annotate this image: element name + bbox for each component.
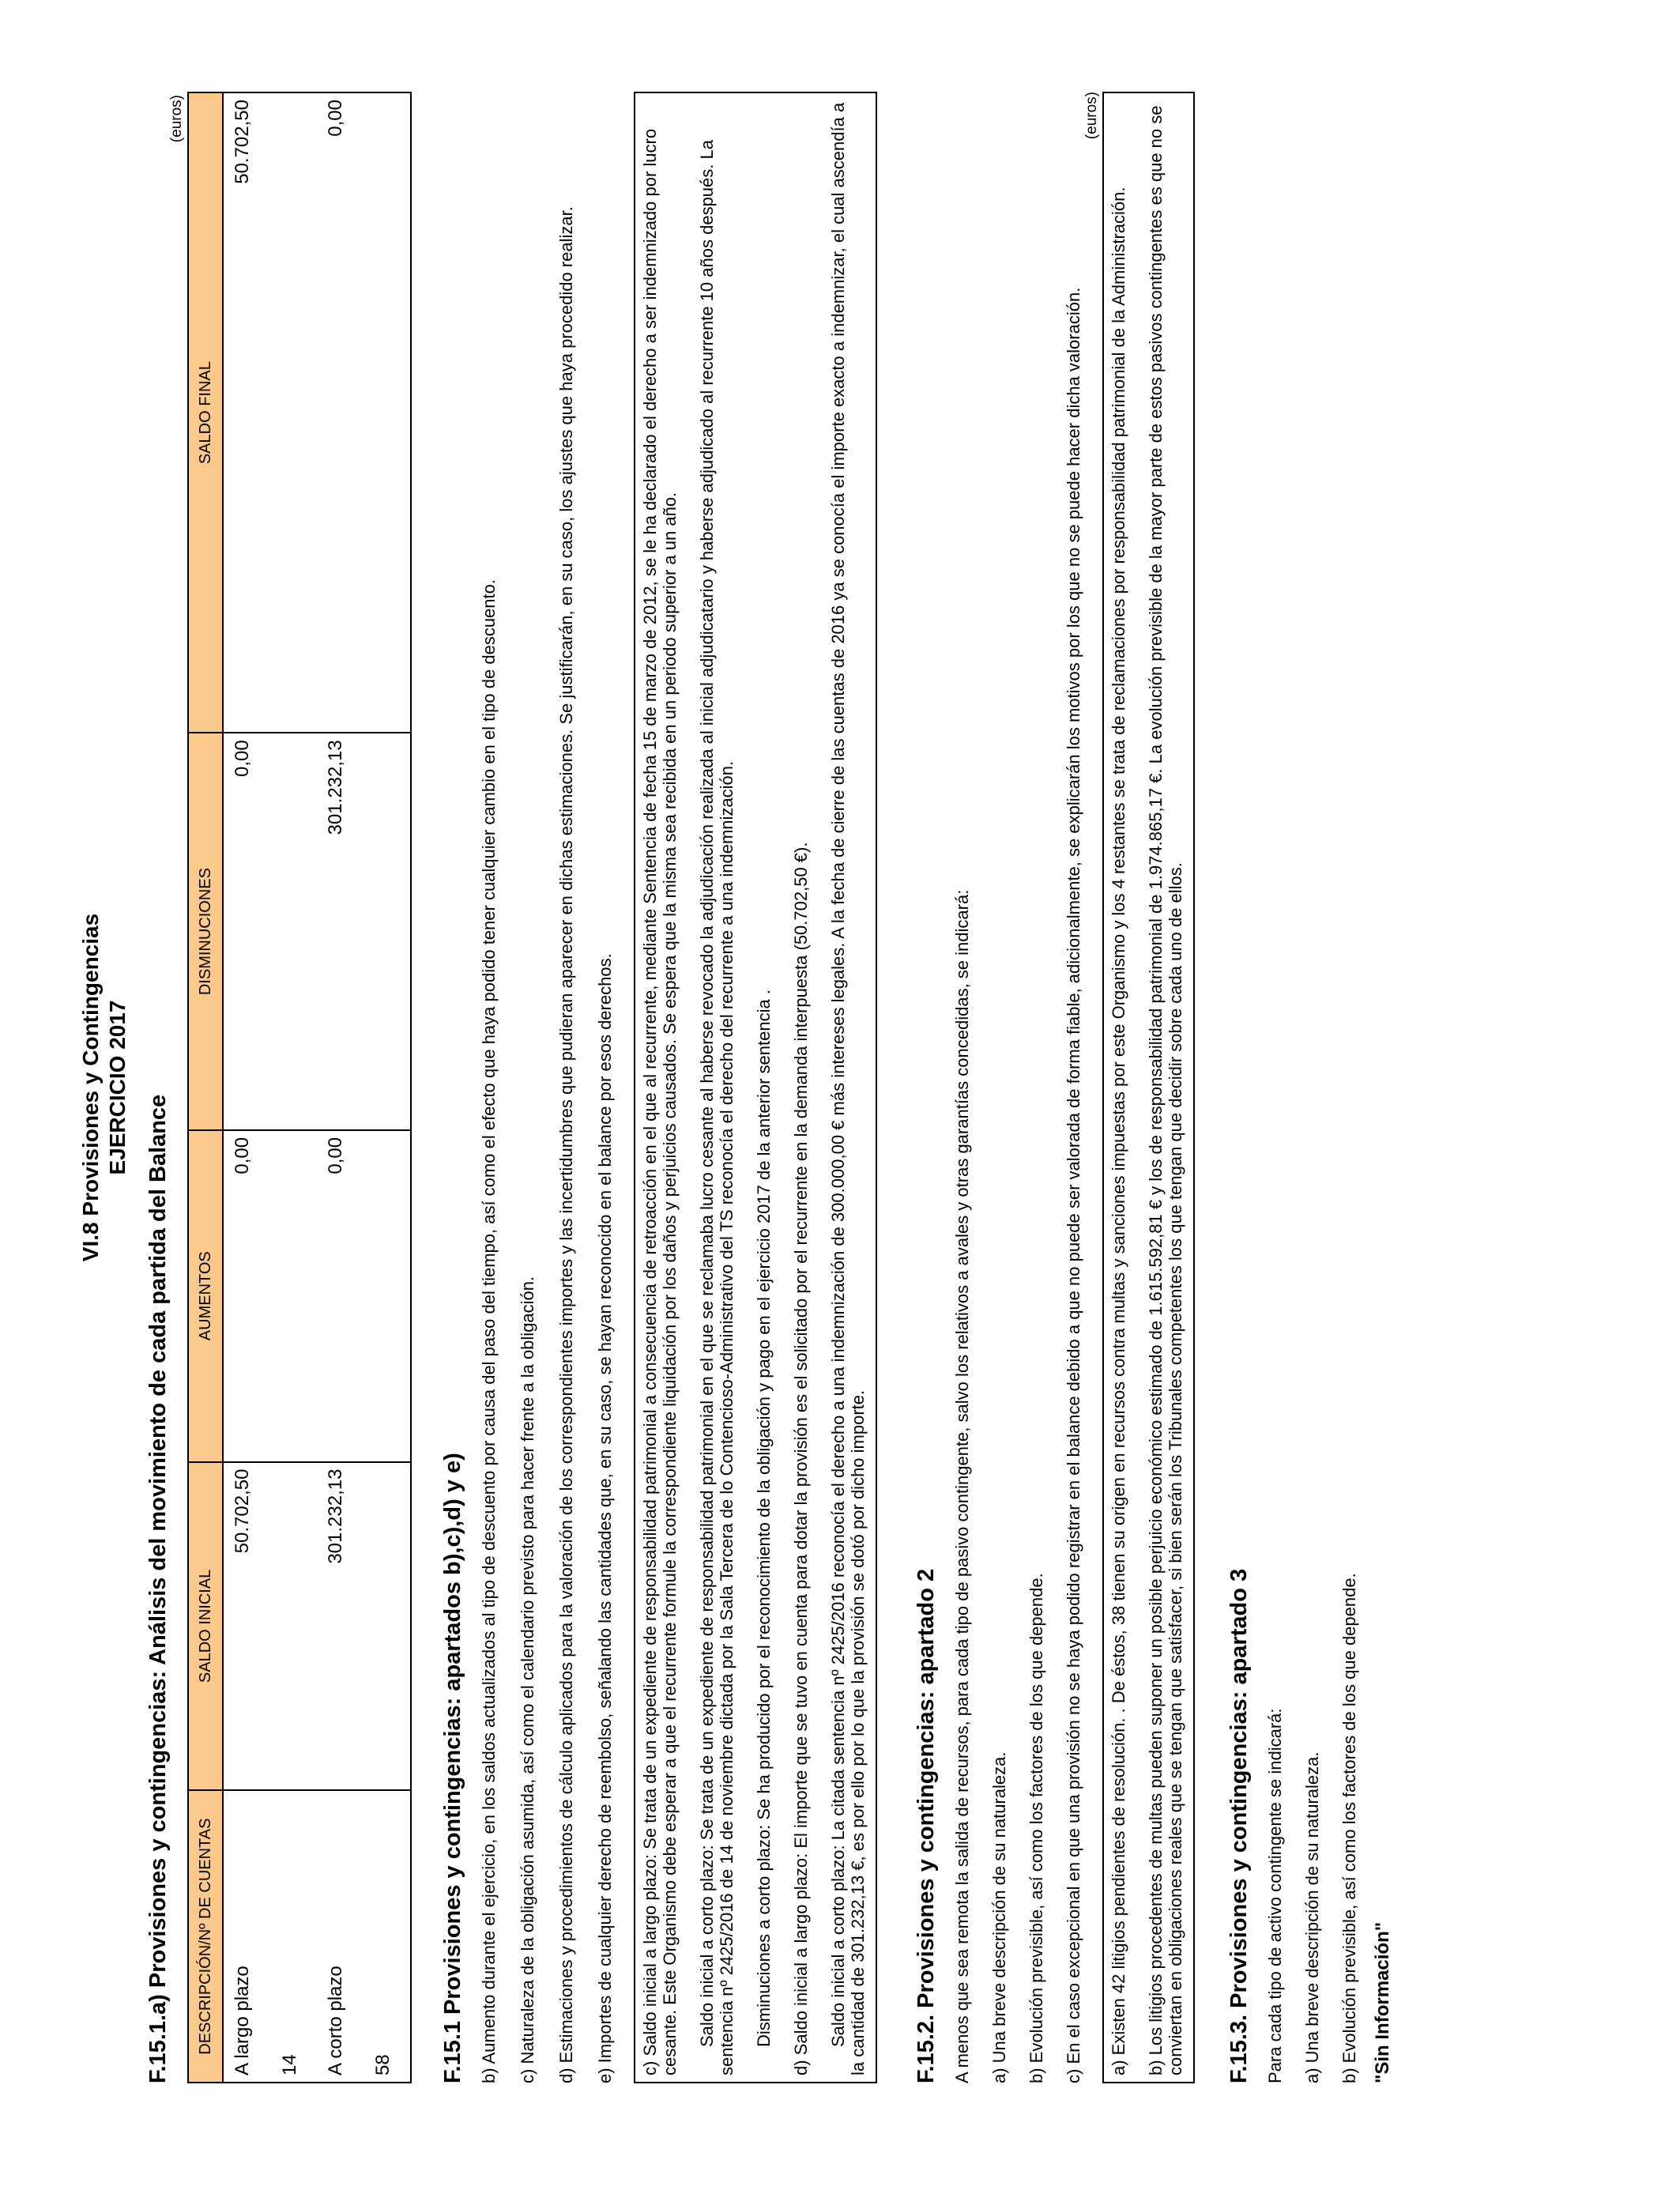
f151-response-box xyxy=(634,92,877,2083)
table-row xyxy=(317,92,366,2083)
f152-item-c: c) En el caso excepcional en que una provisión no se haya podido registrar en el balance debido a que no puede ser valorada de forma fiable, adicionalmente, se explicarán los motivos por los que no se puede hacer dicha valoración. xyxy=(1064,287,1083,2083)
item-d: d) Estimaciones y procedimientos de cálculo aplicados para la valoración de los correspondientes importes y las incertidumbres que pudieran aparecer en dichas estimaciones. Se justificarán, en su caso, los ajustes que haya procedido realizar. xyxy=(556,206,576,2083)
box-paragraph: b) Los litigios procedentes de multas pueden suponer un posible perjuicio económico estimado de 1.615.592,81 € y los de responsabilidad patrimonial de 1.974.865,17 €. La evolución previsible de la mayor parte de estos pasivos contingentes es que no se conviertan en obligaciones reales que se tengan que satisfacer, si bien serán los Tribunales competentes los que tengan que decidir sobre cada uno de ellos. xyxy=(1146,105,1185,2075)
box-paragraph: Saldo inicial a corto plazo: La citada sentencia nº 2425/2016 reconocía el derecho a una indemnización de 300.000,00 € más intereses legales. A la fecha de cierre de las cuentas de 2016 ya se conocía el importe exacto a indemnizar, el cual ascendía a la cantidad de 301.232,13 €, es por ello por lo que la provisión se dotó por dicho importe. xyxy=(828,102,868,2075)
col-header-disminuciones: DISMINUCIONES xyxy=(188,733,223,1130)
document-page xyxy=(77,92,1394,2083)
table-row xyxy=(366,92,411,2083)
cell-disminuciones: 0,00 xyxy=(223,733,273,1130)
movements-table xyxy=(187,92,412,2083)
f153-item-b: b) Evolución previsible, así como los factores de los que depende. xyxy=(1339,1573,1359,2083)
box-paragraph: c) Saldo inicial a largo plazo: Se trata de un expediente de responsabilidad patrimonial a consecuencia de retroacción en el que al recurrente, mediante Sentencia de fecha 15 de marzo de 2012, se le ha declarado el derecho a ser indemnizado por lucro cesante. Este Organismo debe esperar a que el recurrente formule la correspondiente liquidación por los daños y perjuicios causados. Se espera que la misma sea recibida en un periodo superior a un año. xyxy=(640,128,680,2075)
table-title: F.15.1.a) Provisiones y contingencias: Análisis del movimiento de cada partida del Balance xyxy=(145,1094,171,2083)
cell-disminuciones: 301.232,13 xyxy=(317,733,366,1130)
f152-item-b: b) Evolución previsible, así como los factores de los que depende. xyxy=(1026,1573,1046,2083)
col-header-saldo-final: SALDO FINAL xyxy=(188,92,223,733)
cell-saldo-inicial: 50.702,50 xyxy=(223,1462,273,1791)
table-row xyxy=(273,92,317,2083)
box-paragraph: Saldo inicial a corto plazo: Se trata de un expediente de responsabilidad patrimonial en el que se reclamaba lucro cesante al haberse revocado la adjudicación realizada al inicial adjudicatario y haberse adjudicado al recurrente 10 años después. La sentencia nº 2425/2016 de 14 de noviembre dictada por la Sala Tercera de lo Contencioso-Administrativo del TS reconocía el derecho del recurrente a una indemnización. xyxy=(697,140,736,2075)
item-b: b) Aumento durante el ejercicio, en los saldos actualizados al tipo de descuento por causa del paso del tiempo, así como el efecto que haya podido tener cualquier cambio en el tipo de descuento. xyxy=(479,579,499,2083)
f152-units: (euros) xyxy=(1083,92,1100,140)
row-account-number: 58 xyxy=(366,1790,411,2083)
table-units: (euros) xyxy=(168,95,185,143)
table-header-row xyxy=(188,92,223,2083)
box-paragraph: Disminuciones a corto plazo: Se ha producido por el reconocimiento de la obligación y pago en el ejercicio 2017 de la anterior sentencia . xyxy=(754,990,774,2047)
row-account-number: 14 xyxy=(273,1790,317,2083)
cell-saldo-final: 0,00 xyxy=(317,92,366,733)
col-header-aumentos: AUMENTOS xyxy=(188,1130,223,1462)
f153-intro: Para cada tipo de activo contingente se indicará: xyxy=(1265,1708,1285,2083)
f152-response-box xyxy=(1102,92,1195,2083)
row-description: A corto plazo xyxy=(317,1790,366,2083)
f152-intro: A menos que sea remota la salida de recursos, para cada tipo de pasivo contingente, salvo los relativos a avales y otras garantías concedidas, se indicará: xyxy=(952,889,972,2083)
section-title-f151: F.15.1 Provisiones y contingencias: apartados b),c),d) y e) xyxy=(440,1453,465,2083)
item-e: e) Importes de cualquier derecho de reembolso, señalando las cantidades que, en su caso, se hayan reconocido en el balance por esos derechos. xyxy=(595,953,615,2083)
item-c: c) Naturaleza de la obligación asumida, así como el calendario previsto para hacer frente a la obligación. xyxy=(518,1276,537,2083)
section-title-f153: F.15.3. Provisiones y contingencias: apartado 3 xyxy=(1226,1568,1252,2083)
document-subtitle: EJERCICIO 2017 xyxy=(105,1000,130,1175)
cell-aumentos: 0,00 xyxy=(223,1130,273,1462)
f152-item-a: a) Una breve descripción de su naturaleza. xyxy=(989,1751,1009,2083)
cell-saldo-inicial: 301.232,13 xyxy=(317,1462,366,1791)
cell-saldo-final: 50.702,50 xyxy=(223,92,273,733)
col-header-saldo-inicial: SALDO INICIAL xyxy=(188,1462,223,1791)
cell-aumentos: 0,00 xyxy=(317,1130,366,1462)
col-header-description: DESCRIPCIÓN/Nº DE CUENTAS xyxy=(188,1790,223,2083)
f153-item-a: a) Una breve descripción de su naturaleza. xyxy=(1302,1751,1322,2083)
section-title-f152: F.15.2. Provisiones y contingencias: apartado 2 xyxy=(913,1568,939,2083)
box-paragraph: d) Saldo inicial a largo plazo: El importe que se tuvo en cuenta para dotar la provisión es el solicitado por el recurrente en la demanda interpuesta (50.702,50 €). xyxy=(791,842,811,2075)
box-paragraph: a) Existen 42 litigios pendientes de resolución. . De éstos, 38 tienen su origen en recursos contra multas y sanciones impuestas por este Organismo y los 4 restantes se trata de reclamaciones por responsabilidad patrimonial de la Administración. xyxy=(1109,187,1128,2075)
document-title: VI.8 Provisiones y Contingencias xyxy=(78,913,103,1262)
sin-informacion: "Sin Información" xyxy=(1372,1921,1393,2083)
table-row xyxy=(223,92,273,2083)
row-description: A largo plazo xyxy=(223,1790,273,2083)
